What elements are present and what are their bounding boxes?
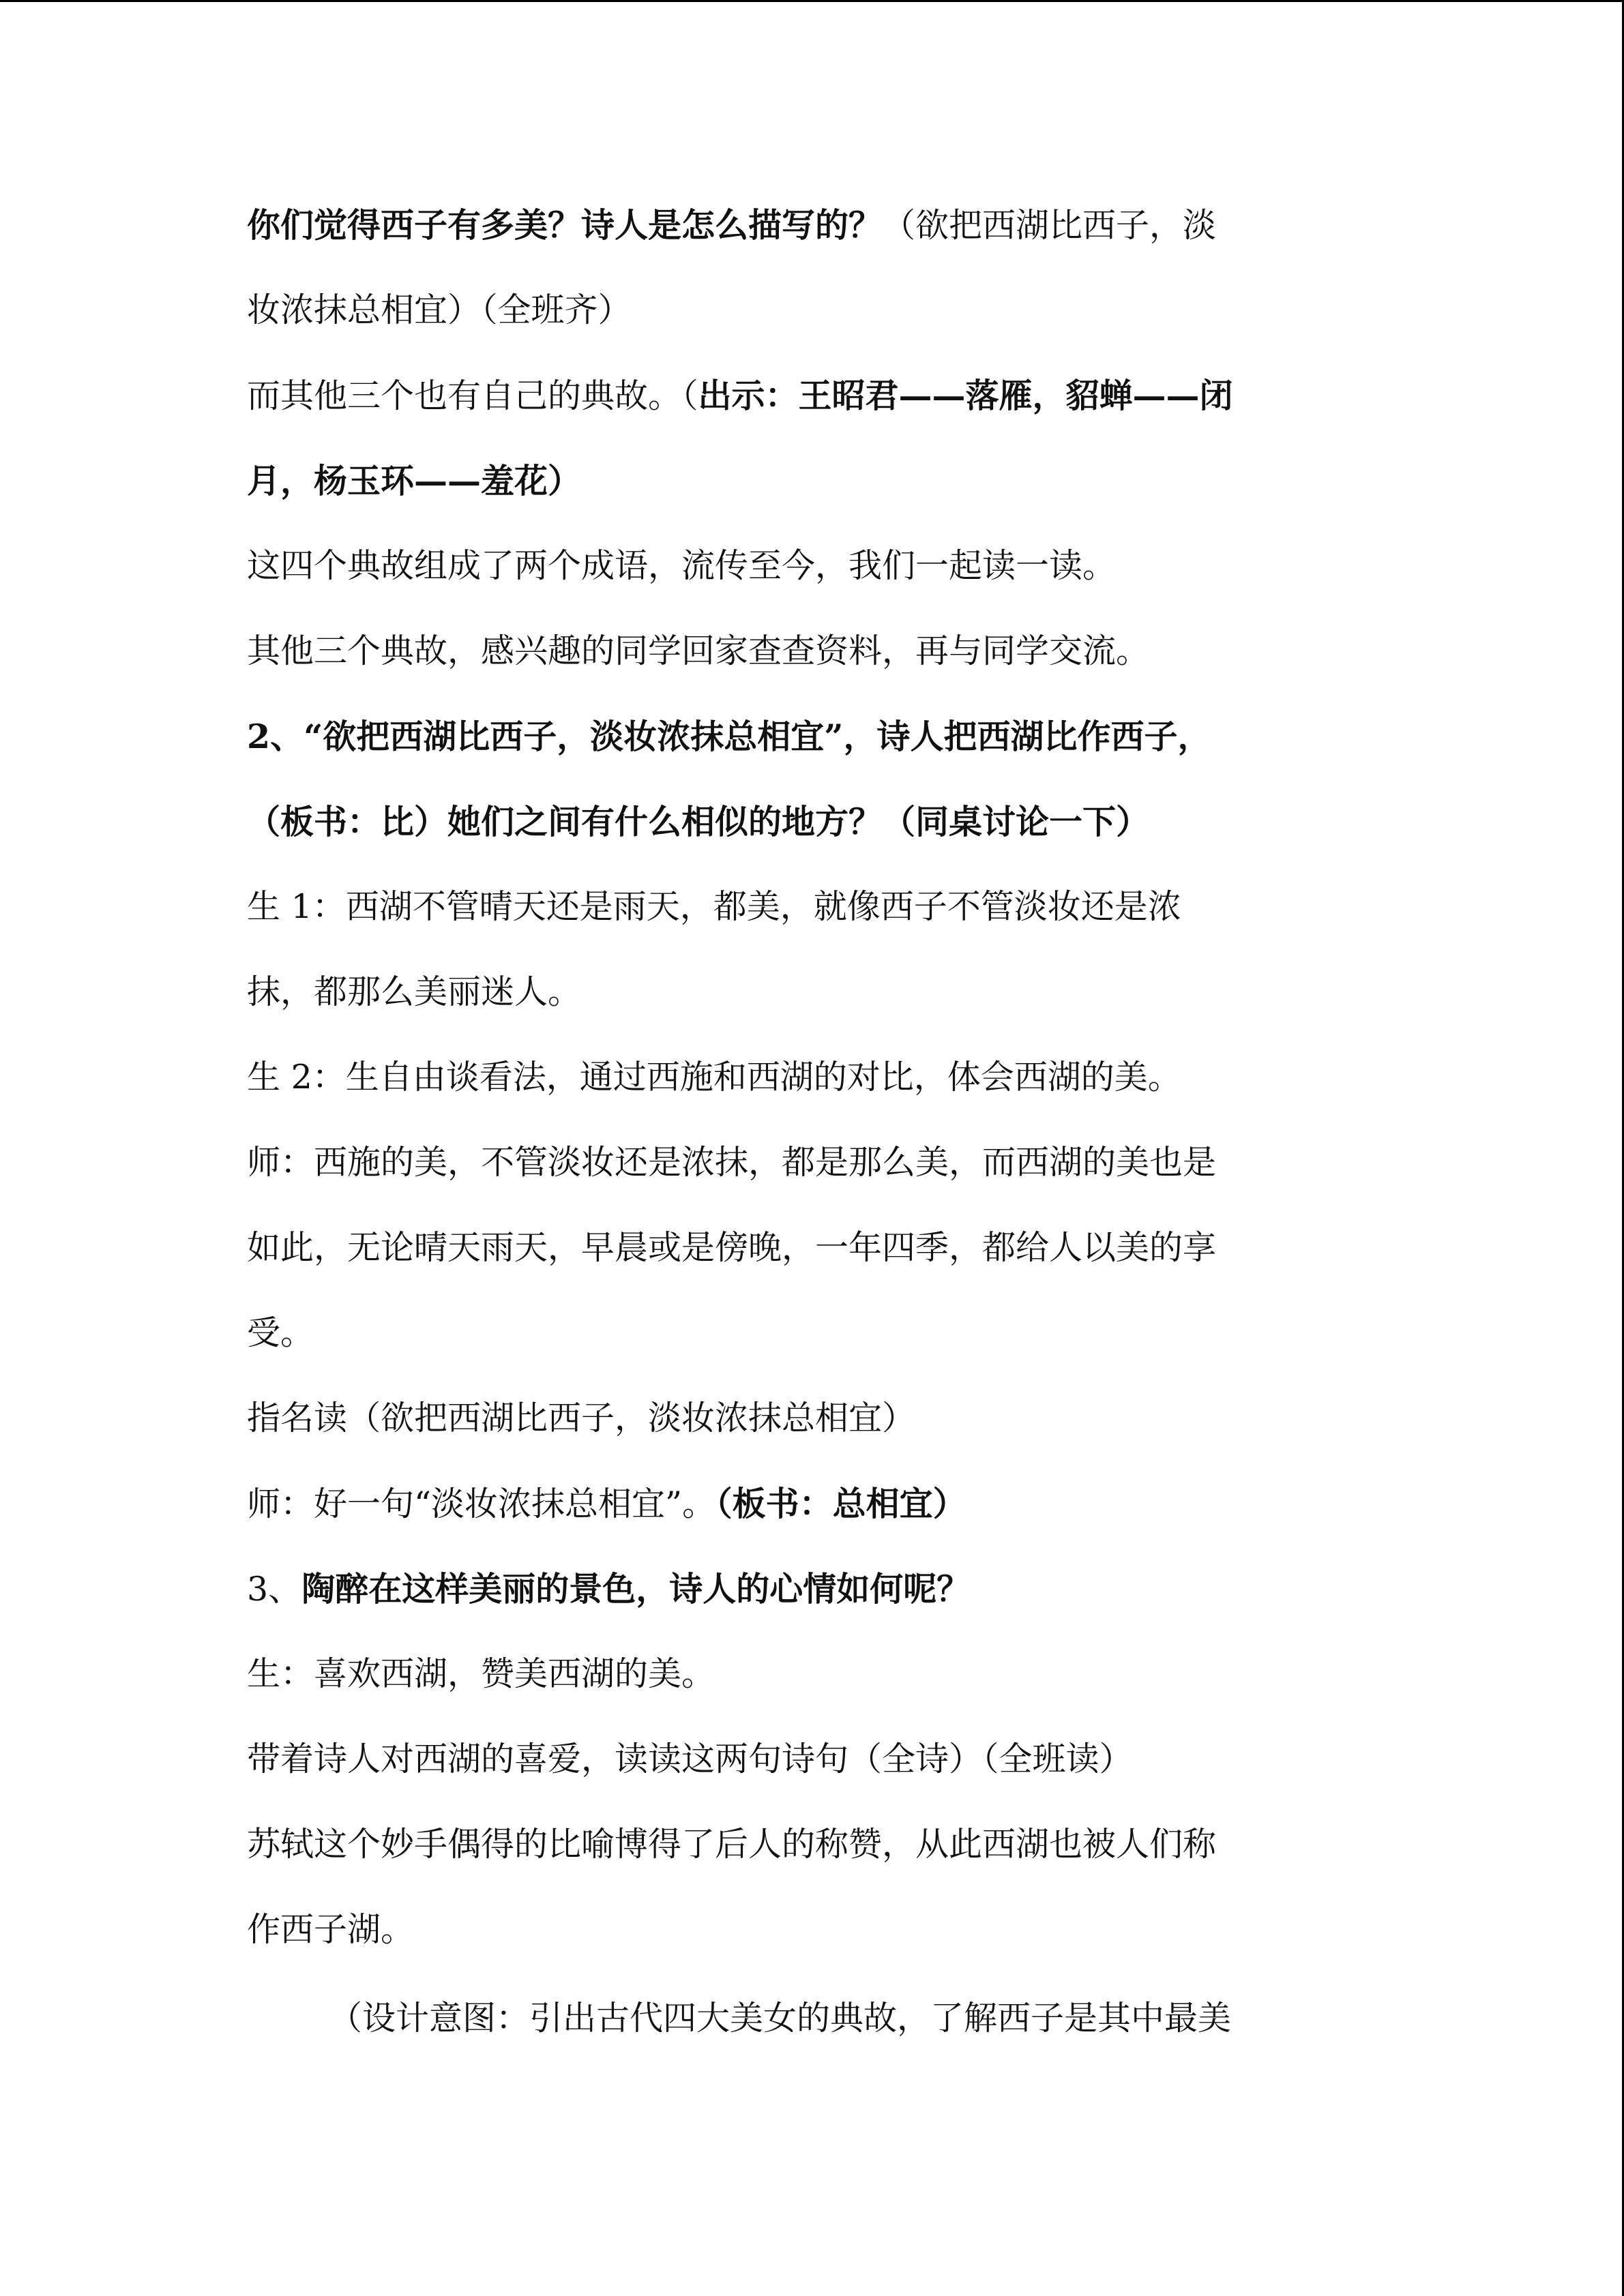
normal-text: 苏轼这个妙手偶得的比喻博得了后人的称赞，从此西湖也被人们称 bbox=[247, 1825, 1217, 1864]
paragraph-line bbox=[247, 968, 581, 1016]
bold-text: （板书：比）她们之间有什么相似的地方？（同桌讨论一下） bbox=[247, 802, 1150, 841]
bold-text: 出示：王昭君——落雁，貂蝉——闭 bbox=[698, 376, 1233, 415]
paragraph-line bbox=[247, 372, 1233, 419]
paragraph-line bbox=[247, 1906, 414, 1954]
normal-text: 抹，都那么美丽迷人。 bbox=[247, 972, 582, 1011]
paragraph-line bbox=[247, 1480, 966, 1527]
normal-text: 而其他三个也有自己的典故。（ bbox=[247, 376, 698, 415]
normal-text: 3、 bbox=[247, 1570, 302, 1609]
normal-text: 妆浓抹总相宜）（全班齐） bbox=[247, 290, 632, 329]
bold-question-text: 你们觉得西子有多美？诗人是怎么描写的？ bbox=[247, 205, 883, 245]
normal-text: （欲把西湖比西子，淡 bbox=[882, 206, 1217, 245]
section-heading-line bbox=[247, 713, 1211, 760]
normal-text: 如此，无论晴天雨天，早晨或是傍晚，一年四季，都给人以美的享 bbox=[247, 1228, 1217, 1267]
paragraph-line bbox=[247, 883, 1181, 931]
paragraph-line bbox=[247, 1735, 1133, 1783]
paragraph-line bbox=[247, 1650, 715, 1698]
paragraph-line bbox=[247, 1821, 1216, 1868]
normal-text: 指名读（欲把西湖比西子，淡妆浓抹总相宜） bbox=[247, 1399, 916, 1437]
normal-text: 带着诗人对西湖的喜爱，读读这两句诗句（全诗）（全班读） bbox=[247, 1740, 1133, 1778]
paragraph-line bbox=[247, 1139, 1216, 1187]
normal-text: （设计意图：引出古代四大美女的典故，了解西子是其中最美 bbox=[329, 1999, 1232, 2038]
normal-text: 师：西施的美，不管淡妆还是浓抹，都是那么美，而西湖的美也是 bbox=[247, 1143, 1217, 1182]
normal-text: 生 2：生自由谈看法，通过西施和西湖的对比，体会西湖的美。 bbox=[247, 1058, 1181, 1097]
paragraph-line bbox=[247, 627, 1149, 675]
normal-text: 受。 bbox=[247, 1313, 314, 1352]
paragraph-line bbox=[247, 1054, 1181, 1101]
bold-text: 月，杨玉环——羞花） bbox=[247, 461, 582, 501]
normal-text: 这四个典故组成了两个成语，流传至今，我们一起读一读。 bbox=[247, 546, 1117, 585]
bold-text: 陶醉在这样美丽的景色，诗人的心情如何呢？ bbox=[301, 1569, 971, 1609]
bold-text: （板书：总相宜） bbox=[715, 1484, 966, 1523]
normal-text: 其他三个典故，感兴趣的同学回家查查资料，再与同学交流。 bbox=[247, 631, 1150, 670]
paragraph-line bbox=[247, 1224, 1216, 1272]
paragraph-line bbox=[247, 201, 1216, 249]
bold-text: 2、“欲把西湖比西子，淡妆浓抹总相宜”，诗人把西湖比作西子， bbox=[247, 717, 1211, 756]
paragraph-line bbox=[247, 457, 581, 505]
normal-text: 生：喜欢西湖，赞美西湖的美。 bbox=[247, 1654, 715, 1693]
section-heading-line bbox=[247, 798, 1149, 846]
paragraph-line bbox=[247, 1395, 915, 1442]
section-heading-line bbox=[247, 1565, 970, 1613]
normal-text: 生 1：西湖不管晴天还是雨天，都美，就像西子不管淡妆还是浓 bbox=[247, 887, 1181, 926]
design-intent-line bbox=[329, 1995, 1231, 2042]
paragraph-line bbox=[247, 542, 1116, 590]
normal-text: 师：好一句“淡妆浓抹总相宜”。 bbox=[247, 1485, 716, 1523]
paragraph-line bbox=[247, 1309, 314, 1357]
paragraph-line bbox=[247, 286, 632, 334]
normal-text: 作西子湖。 bbox=[247, 1910, 415, 1949]
